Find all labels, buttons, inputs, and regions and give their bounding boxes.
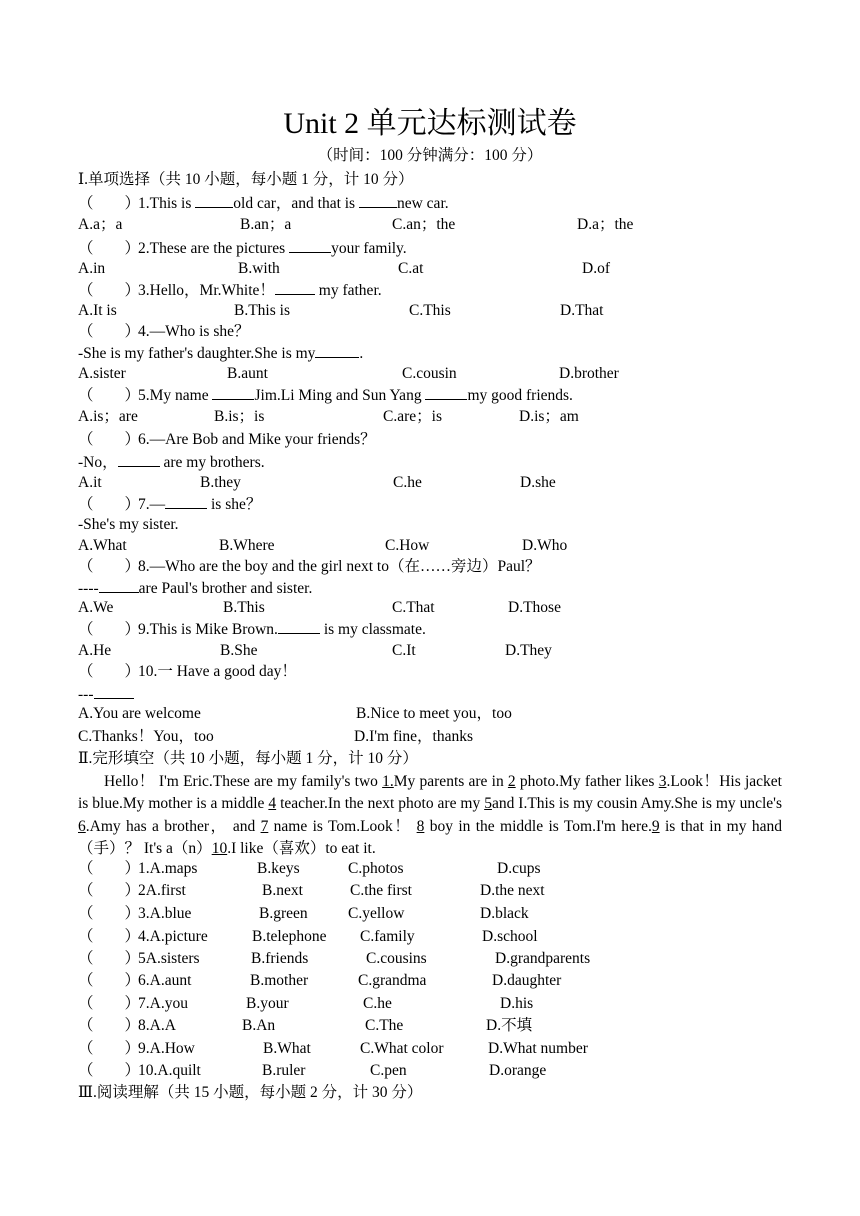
- option: A.What: [78, 537, 127, 554]
- answer-blank[interactable]: [99, 578, 139, 593]
- option: D.What number: [488, 1040, 588, 1057]
- option: D.the next: [480, 882, 545, 899]
- s1-question-6: （ ）6.—Are Bob and Mike your friends？: [78, 431, 376, 448]
- option: B.friends: [251, 950, 309, 967]
- option: D.不填: [486, 1017, 533, 1034]
- section3-heading: Ⅲ.阅读理解（共 15 小题，每小题 2 分，计 30 分）: [78, 1084, 423, 1101]
- option: C.cousin: [402, 365, 457, 382]
- blank-number: 6: [78, 817, 86, 835]
- option: B.ruler: [262, 1062, 306, 1079]
- blank-number: 4: [268, 795, 277, 813]
- option: C.That: [392, 599, 435, 616]
- option: C.What color: [360, 1040, 444, 1057]
- blank-number: 10: [211, 839, 228, 857]
- option: D.of: [582, 260, 610, 277]
- option: A.is；are: [78, 408, 138, 425]
- option: D.she: [520, 474, 556, 491]
- answer-blank[interactable]: [315, 343, 359, 358]
- option: C.photos: [348, 860, 404, 877]
- option: D.daughter: [492, 972, 562, 989]
- option: D.a；the: [577, 216, 634, 233]
- option: C.The: [365, 1017, 404, 1034]
- option: C.are；is: [383, 408, 442, 425]
- option: A.It is: [78, 302, 117, 319]
- option: C.pen: [370, 1062, 407, 1079]
- section2-heading: Ⅱ.完形填空（共 10 小题，每小题 1 分，计 10 分）: [78, 750, 418, 767]
- cloze-question-9: （ ）9.A.How: [78, 1040, 195, 1057]
- option: B.an；a: [240, 216, 292, 233]
- option: B.This: [223, 599, 265, 616]
- blank-number: 2: [507, 773, 516, 790]
- answer-blank[interactable]: [165, 494, 207, 509]
- cloze-question-7: （ ）7.A.you: [78, 995, 188, 1012]
- option: D.That: [560, 302, 604, 319]
- s1-question-7-response: -She's my sister.: [78, 516, 179, 533]
- s1-question-1: （ ）1.This is old car，and that is new car.: [78, 195, 449, 212]
- option: D.grandparents: [495, 950, 591, 967]
- s1-question-6-response: -No， are my brothers.: [78, 454, 265, 471]
- s1-question-10: （ ）10.一 Have a good day！: [78, 663, 297, 680]
- s1-question-10-response: ---: [78, 684, 134, 705]
- cloze-question-5: （ ）5A.sisters: [78, 950, 200, 967]
- option: D.Who: [522, 537, 568, 554]
- blank-number: 7: [260, 817, 269, 835]
- option: C.at: [398, 260, 424, 277]
- option: A.We: [78, 599, 114, 616]
- option: A.You are welcome: [78, 705, 201, 722]
- s1-question-7: （ ）7.— is she？: [78, 496, 262, 513]
- cloze-question-4: （ ）4.A.picture: [78, 928, 208, 945]
- option: D.I'm fine，thanks: [354, 728, 474, 745]
- option: C.he: [363, 995, 392, 1012]
- option: B.What: [263, 1040, 311, 1057]
- option: D.is；am: [519, 408, 579, 425]
- option: B.She: [220, 642, 258, 659]
- option: A.in: [78, 260, 106, 277]
- page-title: Unit 2 单元达标测试卷: [283, 107, 577, 140]
- section1-heading: Ⅰ.单项选择（共 10 小题，每小题 1 分，计 10 分）: [78, 171, 414, 188]
- cloze-question-3: （ ）3.A.blue: [78, 905, 192, 922]
- option: C.cousins: [366, 950, 427, 967]
- page-subtitle: （时间：100 分钟满分：100 分）: [317, 147, 543, 164]
- option: B.your: [246, 995, 289, 1012]
- option: B.with: [238, 260, 280, 277]
- option: B.is；is: [214, 408, 265, 425]
- s1-question-4-response: -She is my father's daughter.She is my .: [78, 345, 364, 362]
- option: B.keys: [257, 860, 300, 877]
- option: C.the first: [350, 882, 412, 899]
- s1-question-8: （ ）8.—Who are the boy and the girl next to（在……旁边）Paul？: [78, 558, 541, 575]
- s1-question-2: （ ）2.These are the pictures your family.: [78, 240, 407, 257]
- blank-number: 9: [651, 817, 660, 835]
- cloze-question-10: （ ）10.A.quilt: [78, 1062, 201, 1079]
- option: B.aunt: [227, 365, 268, 382]
- option: C.grandma: [358, 972, 427, 989]
- option: D.orange: [489, 1062, 547, 1079]
- s1-question-8-response: ---- are Paul's brother and sister.: [78, 580, 313, 597]
- answer-blank[interactable]: [425, 385, 467, 400]
- option: D.black: [480, 905, 529, 922]
- option: C.family: [360, 928, 415, 945]
- option: B.mother: [250, 972, 309, 989]
- option: C.an；the: [392, 216, 456, 233]
- option: C.It: [392, 642, 416, 659]
- cloze-question-6: （ ）6.A.aunt: [78, 972, 192, 989]
- answer-blank[interactable]: [212, 385, 254, 400]
- answer-blank[interactable]: [195, 193, 233, 208]
- option: B.telephone: [252, 928, 327, 945]
- s1-question-3: （ ）3.Hello，Mr.White！ my father.: [78, 282, 382, 299]
- option: D.school: [482, 928, 538, 945]
- option: D.brother: [559, 365, 619, 382]
- s1-question-5: （ ）5.My name Jim.Li Ming and Sun Yang my good friends.: [78, 387, 573, 404]
- option: B.This is: [234, 302, 290, 319]
- option: D.They: [505, 642, 552, 659]
- option: C.This: [409, 302, 451, 319]
- option: D.Those: [508, 599, 561, 616]
- option: C.he: [393, 474, 422, 491]
- cloze-question-1: （ ）1.A.maps: [78, 860, 198, 877]
- option: B.they: [200, 474, 241, 491]
- answer-blank[interactable]: [278, 619, 320, 634]
- blank-number: 3: [658, 773, 667, 790]
- cloze-passage: Hello！ I'm Eric.These are my family's two 1.My parents are in 2 photo.My father likes 3.Look！His jacket is blue.My mother is a middle 4 teacher.In the next photo are my 5and I.This is my cousin Amy.She is my uncle's 6.Amy has a brother， and 7 name is Tom.Look！ 8 boy in the middle is Tom.I'm here.9 is that in my hand（手）？ It's a（n）10.I like（喜欢）to eat it.: [78, 773, 783, 857]
- answer-blank[interactable]: [275, 280, 315, 295]
- blank-number: 5: [484, 795, 492, 813]
- cloze-question-2: （ ）2A.first: [78, 882, 186, 899]
- blank-number: 1.: [382, 773, 394, 790]
- answer-blank[interactable]: [289, 238, 331, 253]
- option: B.Nice to meet you，too: [356, 705, 512, 722]
- option: B.green: [259, 905, 308, 922]
- cloze-question-8: （ ）8.A.A: [78, 1017, 176, 1034]
- option: A.He: [78, 642, 112, 659]
- option: A.it: [78, 474, 102, 491]
- option: B.next: [262, 882, 303, 899]
- s1-question-9: （ ）9.This is Mike Brown. is my classmate.: [78, 621, 426, 638]
- option: C.yellow: [348, 905, 405, 922]
- s1-question-4: （ ）4.—Who is she？: [78, 323, 250, 340]
- answer-blank[interactable]: [118, 452, 160, 467]
- answer-blank[interactable]: [94, 684, 134, 699]
- option: D.cups: [497, 860, 541, 877]
- blank-number: 8: [416, 817, 425, 835]
- option: B.Where: [219, 537, 275, 554]
- answer-blank[interactable]: [359, 193, 397, 208]
- option: C.Thanks！You，too: [78, 728, 214, 745]
- option: C.How: [385, 537, 430, 554]
- option: D.his: [500, 995, 534, 1012]
- option: B.An: [242, 1017, 276, 1034]
- option: A.a；a: [78, 216, 123, 233]
- option: A.sister: [78, 365, 126, 382]
